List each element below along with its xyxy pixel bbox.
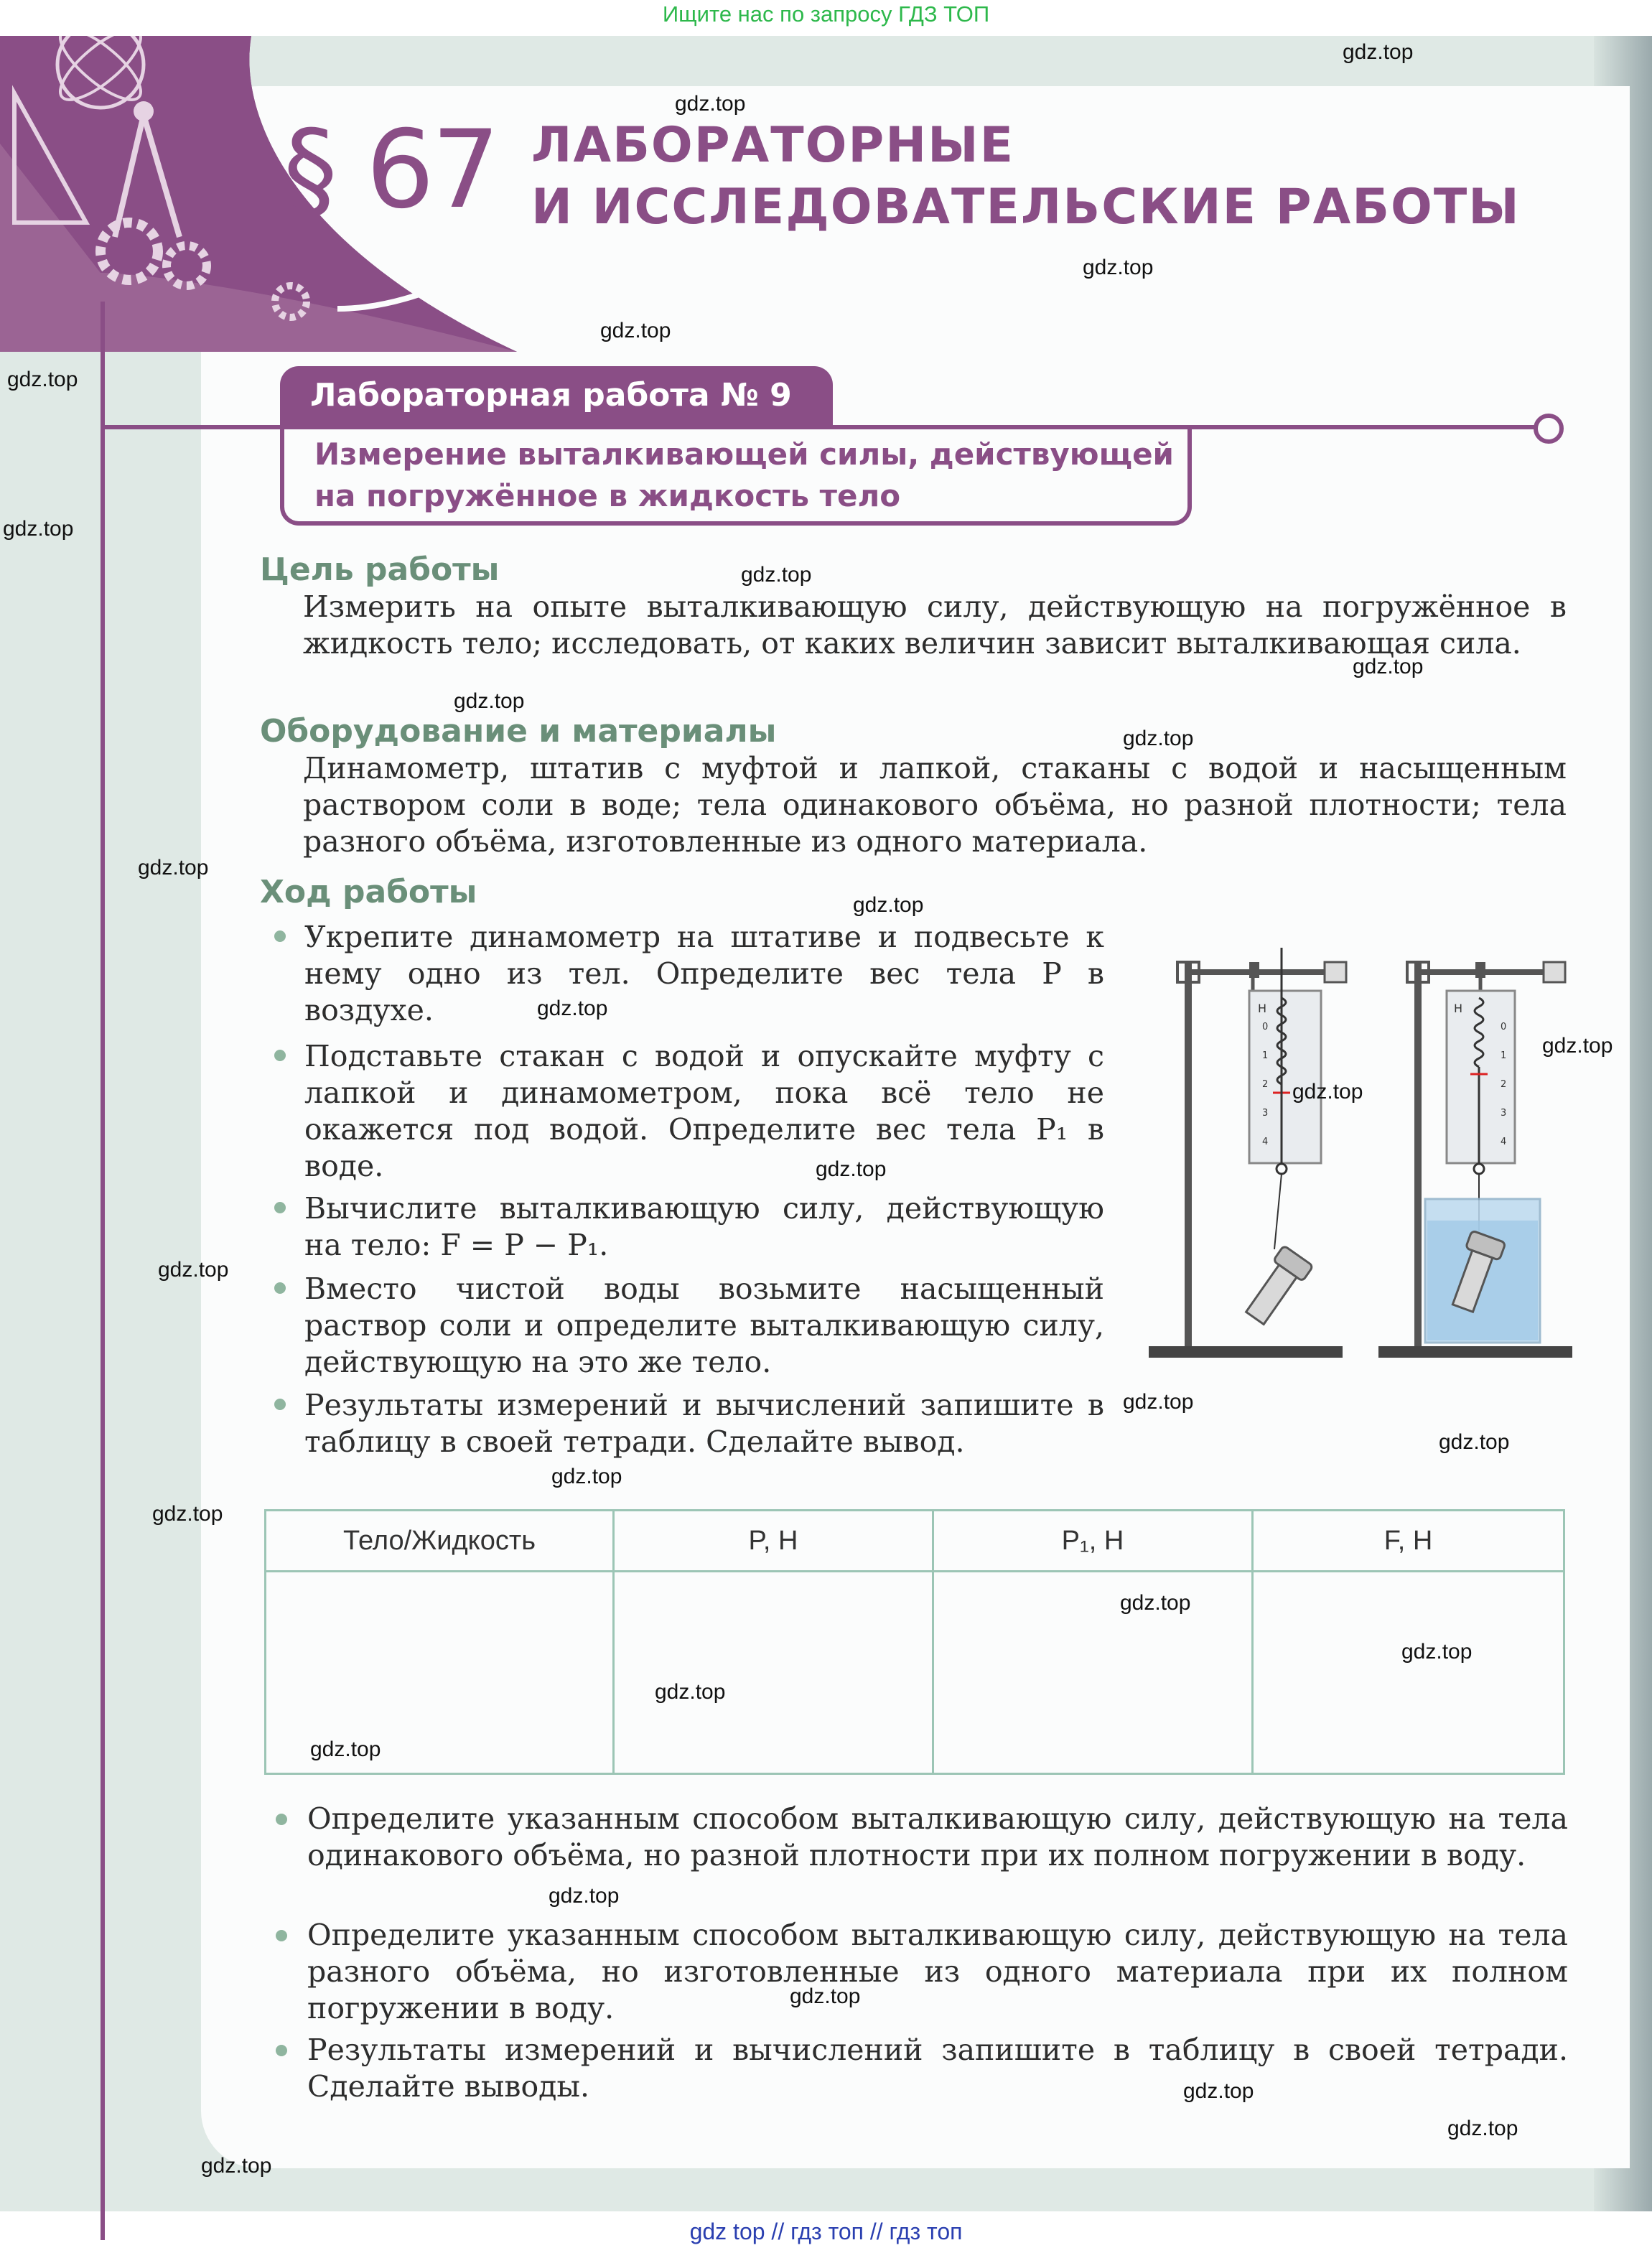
goal-text: Измерить на опыте выталкивающую силу, действующую на погружённое в жидкость тело; исследовать, от каких величин зависит выталкивающая сила. — [303, 589, 1567, 661]
equipment-heading: Оборудование и материалы — [260, 713, 777, 750]
paragraph-number: § 67 — [284, 108, 498, 233]
bullet — [276, 2045, 287, 2056]
paragraph-title-line2: И ИССЛЕДОВАТЕЛЬСКИЕ РАБОТЫ — [531, 179, 1521, 235]
dyn2-scale-4: 4 — [1501, 1137, 1507, 1147]
dyn2-unit: Н — [1454, 1002, 1463, 1015]
paragraph-title — [531, 115, 1521, 238]
table-cell — [933, 1572, 1253, 1774]
watermark: gdz.top — [1083, 256, 1154, 279]
watermark: gdz.top — [741, 563, 812, 587]
watermark: gdz.top — [1123, 1390, 1194, 1414]
dyn2-scale-0: 0 — [1501, 1022, 1507, 1032]
dynamometer-figure — [1142, 948, 1572, 1364]
lab-subtitle-line1: Измерение выталкивающей силы, действующей — [314, 437, 1174, 472]
dyn1-scale-0: 0 — [1262, 1022, 1269, 1032]
lab-rule-end — [1534, 414, 1564, 444]
step-2: Подставьте стакан с водой и опускайте муфту с лапкой и динамометром, пока всё тело не окажется под водой. Определите вес тела P₁ в воде. — [304, 1039, 1104, 1183]
watermark-footer: gdz top // гдз топ // гдз топ — [689, 2219, 963, 2244]
dyn1-scale-4: 4 — [1262, 1137, 1269, 1147]
watermark: gdz.top — [655, 1680, 726, 1704]
watermark: gdz.top — [1123, 727, 1194, 750]
step-8: Результаты измерений и вычислений запишите в таблицу в своей тетради. Сделайте выводы. — [307, 2033, 1568, 2104]
table-header: F, Н — [1253, 1511, 1564, 1572]
bullet — [274, 1202, 286, 1213]
dyn2-scale-1: 1 — [1501, 1050, 1507, 1061]
margin-rule — [101, 302, 105, 2240]
dyn1-scale-3: 3 — [1262, 1108, 1269, 1119]
watermark: gdz.top — [537, 997, 608, 1020]
bullet — [274, 1399, 286, 1410]
watermark: gdz.top — [201, 2154, 272, 2178]
goal-heading: Цель работы — [260, 551, 500, 588]
watermark: gdz.top — [1401, 1640, 1473, 1664]
procedure-heading: Ход работы — [260, 874, 477, 910]
step-3: Вычислите выталкивающую силу, действующую на тело: F = P − P₁. — [304, 1191, 1104, 1262]
lab-subtitle — [280, 425, 1192, 526]
table-header: P, Н — [614, 1511, 933, 1572]
watermark: gdz.top — [549, 1884, 620, 1908]
dyn1-scale-2: 2 — [1262, 1079, 1269, 1090]
watermark: gdz.top — [1120, 1591, 1191, 1615]
watermark: gdz.top — [454, 689, 525, 713]
table-cell — [614, 1572, 933, 1774]
bullet — [274, 1282, 286, 1294]
lab-subtitle-line2: на погружённое в жидкость тело — [314, 478, 901, 513]
step-4: Вместо чистой воды возьмите насыщенный раствор соли и определите выталкивающую силу, действующую на это же тело. — [304, 1272, 1104, 1379]
dyn1-scale-1: 1 — [1262, 1050, 1269, 1061]
table-header: Тело/Жидкость — [266, 1511, 614, 1572]
step-6: Определите указанным способом выталкивающую силу, действующую на тела одинакового объёма, но разной плотности при их полном погружении в воду. — [307, 1801, 1568, 1872]
table-header: P₁, Н — [933, 1511, 1253, 1572]
results-table — [264, 1509, 1565, 1775]
table-row — [266, 1572, 1564, 1774]
watermark: gdz.top — [1183, 2079, 1254, 2103]
step-1: Укрепите динамометр на штативе и подвесьте к нему одно из тел. Определите вес тела P в воздухе. — [304, 920, 1104, 1027]
bullet — [276, 1930, 287, 1941]
step-7: Определите указанным способом выталкивающую силу, действующую на тела разного объёма, но изготовленные из одного материала при их полном погружении в воду. — [307, 1918, 1568, 2025]
watermark: gdz.top — [675, 92, 746, 116]
equipment-text: Динамометр, штатив с муфтой и лапкой, стаканы с водой и насыщенным раствором соли в воде; тела одинакового объёма, но разной плотности; тела разного объёма, изготовленные из одного материала. — [303, 751, 1567, 859]
watermark: gdz.top — [138, 856, 209, 880]
watermark: gdz.top — [1353, 655, 1424, 678]
dyn2-scale-3: 3 — [1501, 1108, 1507, 1119]
watermark: gdz.top — [1343, 40, 1414, 64]
bullet — [274, 1050, 286, 1061]
watermark: gdz.top — [1447, 2117, 1518, 2140]
watermark: gdz.top — [816, 1157, 887, 1181]
watermark-banner: Ищите нас по запросу ГДЗ ТОП — [662, 1, 990, 27]
watermark: gdz.top — [1439, 1430, 1510, 1454]
watermark: gdz.top — [158, 1258, 229, 1282]
table-header-row — [266, 1511, 1564, 1572]
paragraph-title-line1: ЛАБОРАТОРНЫЕ — [531, 117, 1015, 174]
watermark: gdz.top — [600, 319, 671, 342]
lab-label: Лабораторная работа № 9 — [280, 366, 833, 425]
table-cell — [1253, 1572, 1564, 1774]
watermark: gdz.top — [310, 1737, 381, 1761]
bullet — [276, 1814, 287, 1825]
watermark: gdz.top — [551, 1465, 622, 1488]
watermark: gdz.top — [3, 517, 74, 541]
dyn2-scale-2: 2 — [1501, 1079, 1507, 1090]
watermark: gdz.top — [7, 368, 78, 391]
watermark: gdz.top — [853, 893, 924, 917]
watermark: gdz.top — [1292, 1080, 1363, 1104]
watermark: gdz.top — [790, 1984, 861, 2008]
watermark: gdz.top — [1542, 1034, 1613, 1058]
dyn1-unit: Н — [1258, 1002, 1267, 1015]
watermark: gdz.top — [152, 1502, 223, 1526]
bullet — [274, 930, 286, 942]
step-5: Результаты измерений и вычислений запишите в таблицу в своей тетради. Сделайте вывод. — [304, 1388, 1104, 1459]
